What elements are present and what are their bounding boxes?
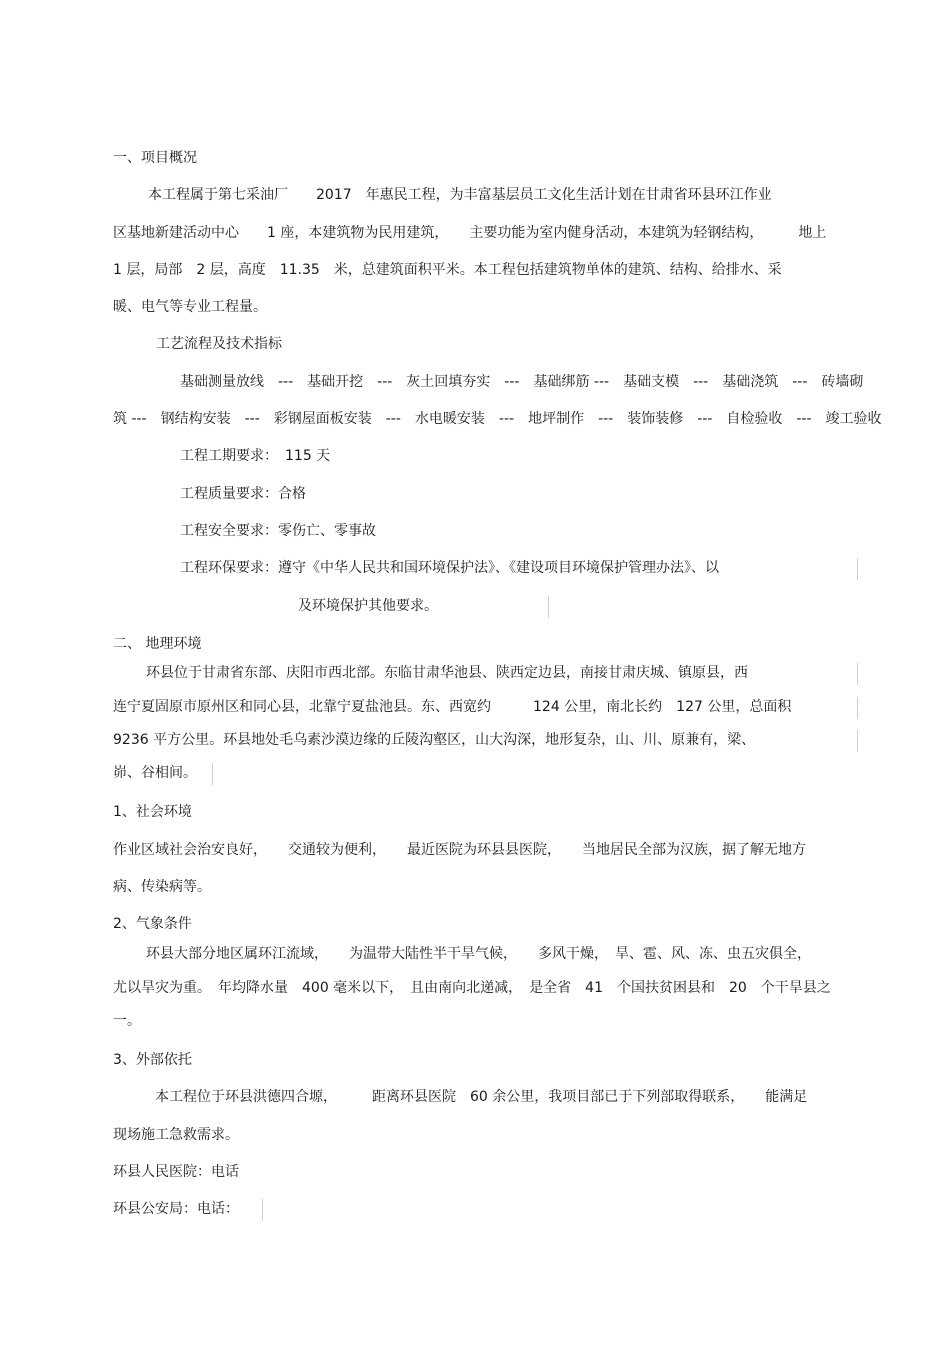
- table-divider: [262, 1199, 263, 1221]
- contact-police: 环县公安局：电话：: [113, 1201, 239, 1217]
- overview-line-2: 区基地新建活动中心 1 座，本建筑物为民用建筑， 主要功能为室内健身活动，本建筑为轻钢结构， 地上: [113, 225, 827, 241]
- geography-line-4: 峁、谷相间。: [113, 765, 197, 781]
- climate-line-1: 环县大部分地区属环江流域， 为温带大陆性半干旱气候， 多风干燥， 旱、雹、风、冻、虫五灾俱全，: [146, 946, 811, 962]
- requirement-period: 工程工期要求： 115 天: [180, 448, 331, 464]
- requirement-environment-1: 工程环保要求：遵守《中华人民共和国环境保护法》、《建设项目环境保护管理办法》、以: [180, 560, 719, 576]
- table-divider: [212, 763, 213, 785]
- overview-line-4: 暖、电气等专业工程量。: [113, 299, 267, 315]
- geography-line-3: 9236 平方公里。环县地处毛乌素沙漠边缘的丘陵沟壑区，山大沟深，地形复杂，山、川、原兼有，梁、: [113, 732, 756, 748]
- climate-line-3: 一。: [113, 1013, 141, 1029]
- geography-line-1: 环县位于甘肃省东部、庆阳市西北部。东临甘肃华池县、陕西定边县，南接甘肃庆城、镇原县，西: [146, 665, 748, 681]
- section-heading-climate: 2、气象条件: [113, 916, 192, 932]
- social-line-2: 病、传染病等。: [113, 879, 211, 895]
- section-heading-external: 3、外部依托: [113, 1052, 192, 1068]
- table-divider: [857, 663, 858, 685]
- process-line-2: 筑 --- 钢结构安装 --- 彩钢屋面板安装 --- 水电暖安装 --- 地坪制作 --- 装饰装修 --- 自检验收 --- 竣工验收: [113, 411, 882, 427]
- overview-line-3: 1 层，局部 2 层，高度 11.35 米，总建筑面积平米。本工程包括建筑物单体的建筑、结构、给排水、采: [113, 262, 782, 278]
- social-line-1: 作业区域社会治安良好， 交通较为便利， 最近医院为环县县医院， 当地居民全部为汉族，据了解无地方: [113, 842, 806, 858]
- requirement-safety: 工程安全要求：零伤亡、零事故: [180, 523, 376, 539]
- section-heading-geography: 二、 地理环境: [113, 636, 202, 652]
- table-divider: [857, 730, 858, 752]
- section-heading-project-overview: 一、项目概况: [113, 150, 197, 166]
- table-divider: [548, 596, 549, 618]
- table-divider: [857, 697, 858, 719]
- contact-hospital: 环县人民医院：电话: [113, 1164, 239, 1180]
- section-heading-social: 1、社会环境: [113, 804, 192, 820]
- table-divider: [857, 558, 858, 580]
- requirement-quality: 工程质量要求：合格: [180, 486, 306, 502]
- requirement-environment-2: 及环境保护其他要求。: [298, 598, 438, 614]
- process-line-1: 基础测量放线 --- 基础开挖 --- 灰土回填夯实 --- 基础绑筋 --- 基础支模 --- 基础浇筑 --- 砖墙砌: [180, 374, 864, 390]
- process-title: 工艺流程及技术指标: [156, 336, 282, 352]
- external-line-2: 现场施工急救需求。: [113, 1127, 239, 1143]
- external-line-1: 本工程位于环县洪德四合塬， 距离环县医院 60 余公里，我项目部已于下列部取得联系， 能满足: [155, 1089, 808, 1105]
- geography-line-2: 连宁夏固原市原州区和同心县，北靠宁夏盐池县。东、西宽约 124 公里，南北长约 127 公里，总面积: [113, 699, 792, 715]
- overview-line-1: 本工程属于第七采油厂 2017 年惠民工程，为丰富基层员工文化生活计划在甘肃省环县环江作业: [148, 187, 772, 203]
- climate-line-2: 尤以旱灾为重。 年均降水量 400 毫米以下， 且由南向北递减， 是全省 41 个国扶贫困县和 20 个干旱县之: [113, 980, 831, 996]
